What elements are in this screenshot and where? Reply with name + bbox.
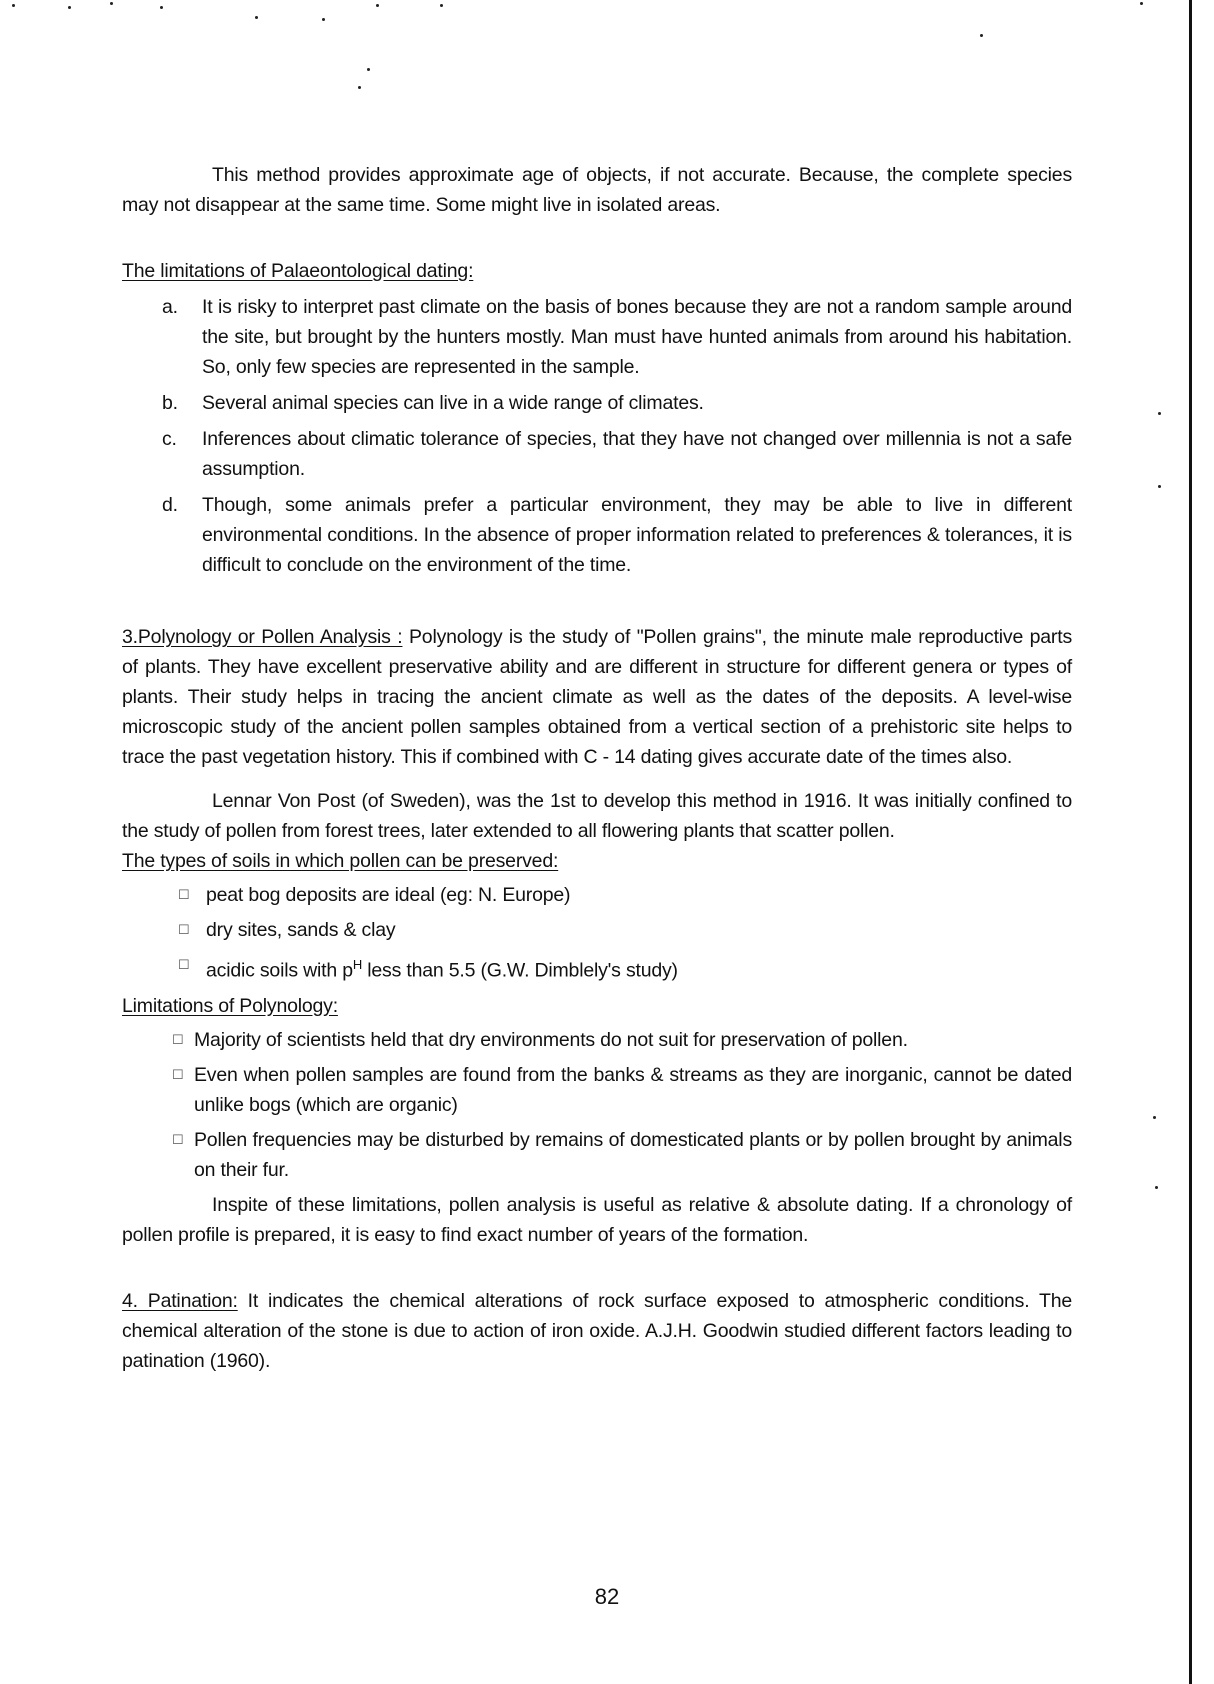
scan-speck [255, 16, 258, 19]
list-marker: b. [162, 392, 178, 414]
intro-paragraph: This method provides approximate age of objects, if not accurate. Because, the complete species may not disappear at the same time. Some might live in isolated areas. [122, 164, 1072, 216]
section-heading: The types of soils in which pollen can be preserved: [122, 850, 559, 872]
checkbox-bullet-icon: ☐ [178, 922, 190, 937]
list-item [122, 950, 1072, 986]
list-item-text [206, 950, 1072, 986]
palaeo-limitations-section [122, 256, 1072, 580]
polynology-section [122, 622, 1072, 846]
list-item-text: Pollen frequencies may be disturbed by remains of domesticated plants or by pollen brought by animals on their fur. [194, 1128, 1072, 1181]
checkbox-bullet-icon: ☐ [172, 1131, 184, 1147]
list-item [122, 880, 1072, 910]
patination-section [122, 1286, 1072, 1376]
soils-list [122, 880, 1072, 986]
list-item-text: Inferences about climatic tolerance of species, that they have not changed over millennia is not a safe assumption. [202, 428, 1072, 480]
patination-paragraph [122, 1286, 1072, 1376]
patination-body: It indicates the chemical alterations of rock surface exposed to atmospheric conditions. The chemical alteration of the stone is due to action of iron oxide. A.J.H. Goodwin studied different factors leading to patination (1960). [122, 1289, 1072, 1372]
list-item [122, 490, 1072, 580]
scan-speck [110, 2, 113, 5]
section-lead: 4. Patination: [122, 1289, 238, 1312]
list-item [122, 1060, 1072, 1120]
scan-speck [1140, 2, 1143, 5]
list-item-text: Though, some animals prefer a particular environment, they may be able to live in different environmental conditions. In the absence of proper information related to preferences & tolerances, it is difficult to conclude on the environment of the time. [202, 494, 1072, 576]
scan-speck [1158, 485, 1161, 488]
checkbox-bullet-icon: ☐ [172, 1066, 184, 1082]
list-item [122, 292, 1072, 382]
scan-speck [358, 86, 361, 89]
scan-speck [376, 4, 379, 7]
polynology-history: Lennar Von Post (of Sweden), was the 1st to develop this method in 1916. It was initially confined to the study of pollen from forest trees, later extended to all flowering plants that scatter pollen. [122, 790, 1072, 842]
soils-section [122, 846, 1072, 986]
scan-speck [440, 4, 443, 7]
scan-speck [367, 68, 370, 71]
polynology-conclusion: Inspite of these limitations, pollen analysis is useful as relative & absolute dating. If a chronology of pollen profile is prepared, it is easy to find exact number of years of the formation. [122, 1193, 1072, 1246]
list-item [122, 1025, 1072, 1055]
section-heading: Limitations of Polynology: [122, 994, 338, 1017]
scan-speck [980, 34, 983, 37]
polynology-body: Polynology is the study of "Pollen grains", the minute male reproductive parts of plants. They have excellent preservative ability and are different in structure for different genera or types of plants. Their study helps in tracing the ancient climate as well as the dates of the deposits. A level-wise microscopic study of the ancient pollen samples obtained from a vertical section of a prehistoric site helps to trace the past vegetation history. This if combined with C - 14 dating gives accurate date of the times also. [122, 626, 1072, 768]
text-fragment: acidic soils with p [206, 959, 353, 982]
list-item-text: It is risky to interpret past climate on the basis of bones because they are not a random sample around the site, but brought by the hunters mostly. Man must have hunted animals from around his habitation. So, only few species are represented in the sample. [202, 296, 1072, 378]
section-lead: 3.Polynology or Pollen Analysis : [122, 626, 403, 648]
list-item [122, 915, 1072, 945]
list-item-text: Several animal species can live in a wide range of climates. [202, 392, 704, 414]
checkbox-bullet-icon: ☐ [178, 887, 190, 902]
polynology-limitations-section [122, 991, 1072, 1250]
text-fragment: less than 5.5 (G.W. Dimblely's study) [362, 959, 678, 982]
scan-speck [1155, 1186, 1158, 1189]
scan-speck [1158, 412, 1161, 415]
scan-speck [1153, 1116, 1156, 1119]
checkbox-bullet-icon: ☐ [172, 1031, 184, 1047]
page-number: 82 [594, 1584, 620, 1609]
scan-speck [12, 4, 15, 7]
document-body [122, 160, 1072, 1376]
list-marker: d. [162, 494, 178, 516]
list-marker: c. [162, 428, 177, 450]
list-item-text: Even when pollen samples are found from the banks & streams as they are inorganic, cannot be dated unlike bogs (which are organic) [194, 1063, 1072, 1116]
list-marker: a. [162, 296, 178, 318]
list-item [122, 1125, 1072, 1185]
polynology-limitations-list [122, 1025, 1072, 1185]
section-heading: The limitations of Palaeontological dating: [122, 260, 474, 282]
list-item-text: peat bog deposits are ideal (eg: N. Europe) [206, 884, 571, 906]
list-item-text: Majority of scientists held that dry environments do not suit for preservation of pollen. [194, 1028, 908, 1051]
list-item [122, 388, 1072, 418]
checkbox-bullet-icon: ☐ [178, 957, 190, 972]
scan-speck [68, 6, 71, 9]
scan-speck [160, 6, 163, 9]
scanned-page-edge [1189, 0, 1192, 1684]
palaeo-limitations-list [122, 292, 1072, 580]
list-item-text: dry sites, sands & clay [206, 919, 396, 941]
list-item [122, 424, 1072, 484]
ph-superscript: H [352, 957, 363, 972]
scan-speck [322, 18, 325, 21]
polynology-paragraph [122, 622, 1072, 772]
